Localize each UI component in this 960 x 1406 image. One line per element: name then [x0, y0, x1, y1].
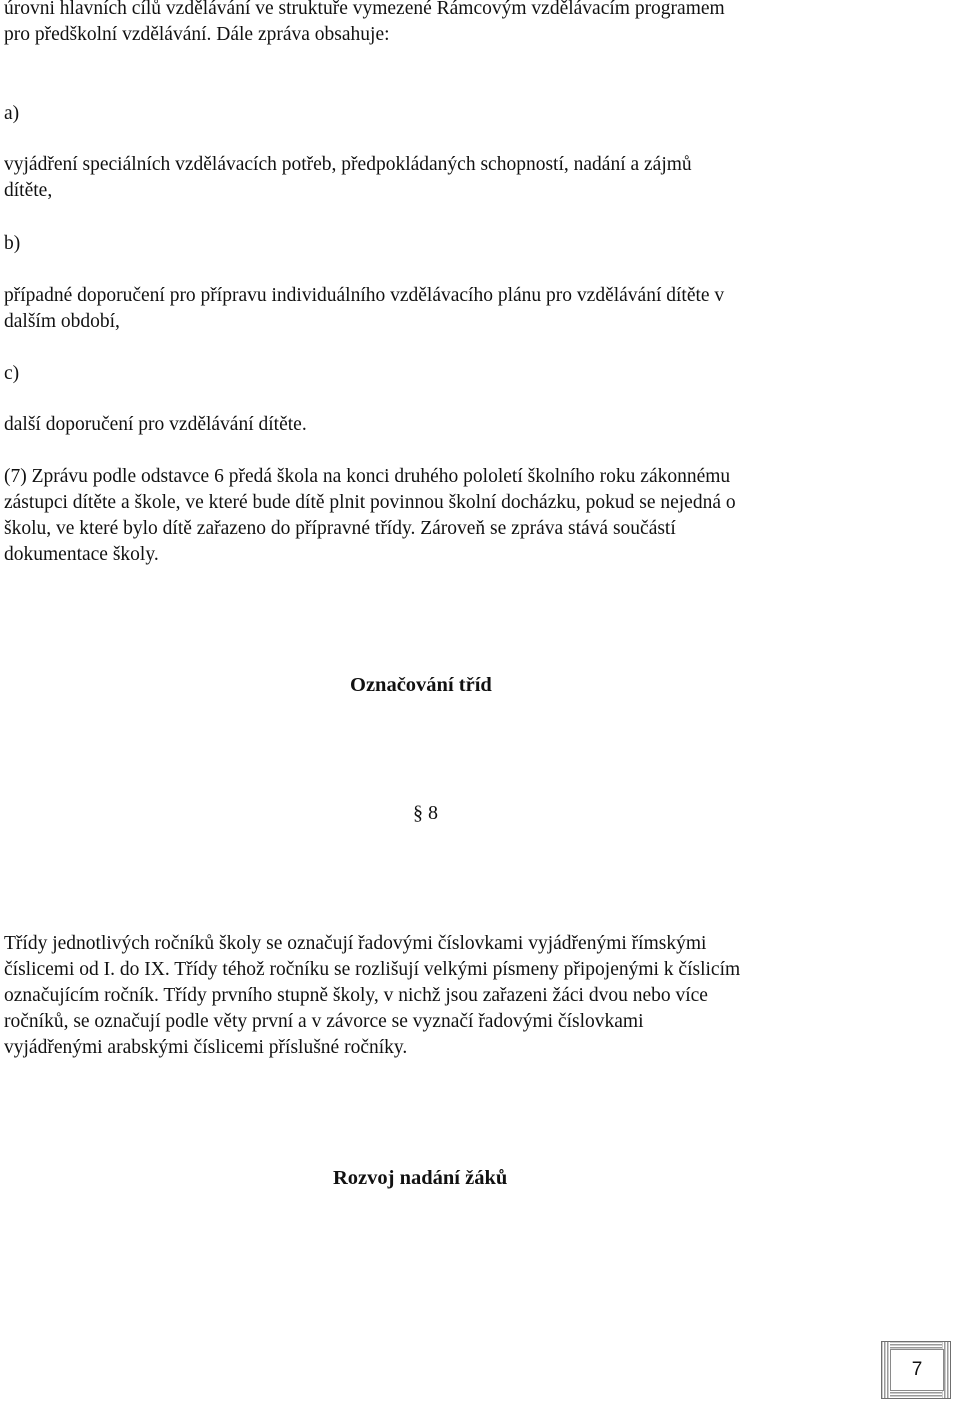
text-line: Třídy jednotlivých ročníků školy se označují řadovými číslovkami vyjádřenými římskými	[4, 933, 707, 954]
text-line: ročníků, se označují podle věty první a v závorce se vyznačí řadovými číslovkami	[4, 1011, 644, 1032]
intro-paragraph	[4, 0, 854, 48]
text-line: zástupci dítěte a škole, ve které bude dítě plnit povinnou školní docházku, pokud se nejedná o	[4, 492, 736, 513]
text-line: dokumentace školy.	[4, 544, 159, 565]
text-line: označujícím ročník. Třídy prvního stupně školy, v nichž jsou zařazeni žáci dvou nebo více	[4, 985, 708, 1006]
section-number: § 8	[413, 802, 438, 824]
list-marker-c: c)	[4, 363, 20, 384]
section-heading-class-labeling: Označování tříd	[350, 674, 492, 696]
list-marker-b: b)	[4, 233, 21, 254]
text-line: (7) Zprávu podle odstavce 6 předá škola na konci druhého pololetí školního roku zákonnému	[4, 466, 731, 487]
text-line: vyjádření speciálních vzdělávacích potřeb, předpokládaných schopností, nadání a zájmů	[4, 154, 692, 175]
section-heading-talent-development: Rozvoj nadání žáků	[333, 1167, 508, 1189]
page-number-box	[881, 1341, 951, 1399]
list-item-c-text: další doporučení pro vzdělávání dítěte.	[4, 414, 307, 435]
text-line: dítěte,	[4, 180, 53, 201]
text-line: úrovni hlavních cílů vzdělávání ve struktuře vymezené Rámcovým vzdělávacím programem	[4, 0, 725, 19]
text-line: dalším období,	[4, 311, 120, 332]
list-item-b-text	[4, 283, 854, 335]
text-line: vyjádřenými arabskými číslicemi příslušné ročníky.	[4, 1037, 408, 1058]
text-line: číslicemi od I. do IX. Třídy téhož ročníku se rozlišují velkými písmeny připojenými k číslicím	[4, 959, 741, 980]
list-item-a-text	[4, 152, 854, 204]
paragraph-7	[4, 464, 854, 568]
text-line: školu, ve které bylo dítě zařazeno do přípravné třídy. Zároveň se zpráva stává součástí	[4, 518, 676, 539]
paragraph-8	[4, 931, 854, 1061]
text-line: případné doporučení pro přípravu individuálního vzdělávacího plánu pro vzdělávání dítěte v	[4, 285, 725, 306]
page-number: 7	[890, 1349, 944, 1391]
text-line: pro předškolní vzdělávání. Dále zpráva obsahuje:	[4, 24, 390, 45]
list-marker-a: a)	[4, 103, 20, 124]
